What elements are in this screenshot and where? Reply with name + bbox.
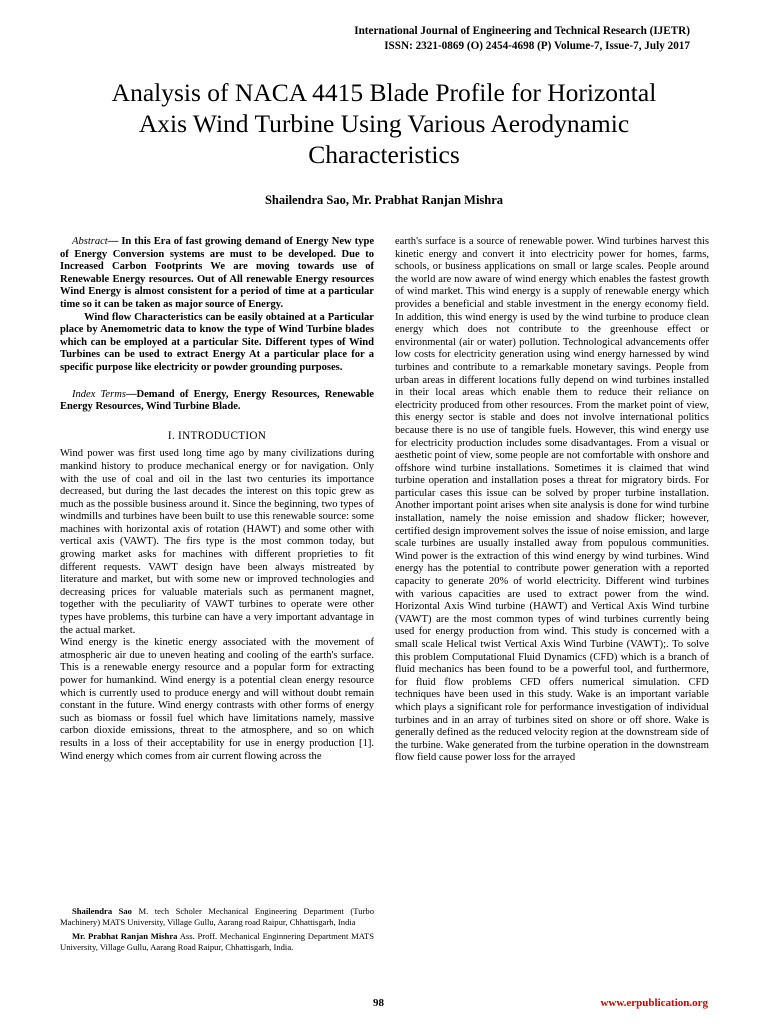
footnote-author: Mr. Prabhat Ranjan Mishra: [72, 931, 178, 942]
abstract-text: — In this Era of fast growing demand of Energy New type of Energy Conversion systems are must to be developed. Due to Increased Carbon Footprints We are moving towards use of Renewable Energy resources. Out of All renewable Energy resources Wind Energy is almost consistent for a period of time at a particular time so it can be taken as major source of Energy.: [60, 236, 374, 310]
journal-issn: ISSN: 2321-0869 (O) 2454-4698 (P) Volume-7, Issue-7, July 2017: [384, 40, 690, 52]
publisher-url[interactable]: www.erpublication.org: [600, 997, 708, 1009]
section-heading: I. INTRODUCTION: [167, 429, 267, 442]
index-terms-lead: Index Terms: [72, 388, 126, 400]
journal-header: [354, 24, 690, 54]
abstract-lead: Abstract: [72, 236, 108, 247]
body-paragraph: earth's surface is a source of renewable power. Wind turbines harvest this kinetic energy and convert it into electricity power for homes, farms, schools, or business applications on small or large scales. People around the world are now aware of wind energy which enables the fastest growth of wind market. This wind energy is a supply of renewable energy which provides a beneficial and stable investment in the energy economy field. In addition, this wind energy is used by the wind turbine to produce clean energy which does not contribute to the greenhouse effect or environmental (air or water) pollution. Technological advancements offer low costs for electricity generation using wind energy harnessed by wind turbines and contribute to a remarkable monetary savings. People from urban areas in different locations fully depend on wind turbines installed in their local areas which enable them to reduce their reliance on electricity produced from other resources. From the market point of view, this energy sector is stable and does not involve international politics because there is no use of tangible fuels. However, this wind energy use for electricity production includes some disadvantages. From a visual or aesthetic point of view, some people are not comfortable with onshore and offshore wind turbine installations. Sometimes it is claimed that wind turbine operation and installation poses a threat for migratory birds. For particular cases this issue can be solved by proper turbine installation. Another important point arises when site analysis is done for wind turbine installation, namely the noise emission and shadow flicker; however, certified design improvement solves the issue of noise emission, and large scale turbines are usually installed away from populous communities. Wind power is the extraction of this wind energy by wind turbines. Wind energy has the potential to contribute power generation with a reported capacity to generate 20% of world electricity. Different wind turbines with various capacities are used to extract power from the wind. Horizontal Axis Wind turbine (HAWT) and Vertical Axis Wind turbine (VAWT) are the most common types of wind turbines currently being used for energy production from wind. This study is concerned with a small scale Helical twist Vertical Axis Wind Turbine (VAWT);. To solve this problem Computational Fluid Dynamics (CFD) which is a branch of fluid mechanics has been found to be a powerful tool, and furthermore, for fluid flow problems CFD offers numerical simulation. CFD techniques have been used in this study. Wake is an important variable which plays a significant role for performance investigation of individual turbines and in an array of turbines sited on shore or off shore. Wake is generally defined as the reduced velocity region at the downstream side of the turbine. Wake generated from the turbine operation in the downstream flow field cause power loss for the arrayed: [395, 236, 709, 764]
author-footnotes: [60, 906, 374, 956]
left-column: [60, 236, 374, 763]
footnote-author: Shailendra Sao: [72, 906, 132, 916]
abstract: [60, 236, 374, 312]
title-line: Characteristics: [308, 140, 460, 169]
footnote: [60, 931, 374, 952]
journal-name: International Journal of Engineering and Technical Research (IJETR): [354, 25, 690, 37]
index-terms: [60, 389, 374, 414]
right-column: [395, 236, 709, 765]
title-line: Analysis of NACA 4415 Blade Profile for Horizontal: [111, 78, 657, 107]
paper-title: [60, 77, 708, 170]
page-number: 98: [373, 997, 384, 1009]
footnote-text: Ass. Proff. Mechanical Enginnering Department MATS University, Village Gullu, Aarang Road Raipur, Chhattisgarh, India.: [60, 931, 374, 952]
authors: Shailendra Sao, Mr. Prabhat Ranjan Mishra: [264, 193, 504, 207]
footnote-text: M. tech Scholer Mechanical Engineering Department (Turbo Machinery) MATS University, Village Gullu, Aarang road Raipur, Chhattisgarh, India: [60, 906, 374, 927]
title-line: Axis Wind Turbine Using Various Aerodynamic: [138, 109, 630, 138]
index-terms-text: —Demand of Energy, Energy Resources, Renewable Energy Resources, Wind Turbine Blade.: [60, 388, 374, 413]
body-paragraph: Wind energy is the kinetic energy associated with the movement of atmospheric air due to uneven heating and cooling of the earth's surface. This is a renewable energy resource and a popular form for extracting power for humankind. Wind energy is a potential clean energy resource which is currently used to produce energy and will without doubt remain constant in the future. Wind energy contrasts with other forms of energy such as biomass or fossil fuel which have limitations namely, massive carbon dioxide emissions, threat to the atmosphere, and so on which results in a loss of their acceptability for use in energy production [1]. Wind energy which comes from air current flowing across the: [60, 637, 374, 762]
footnote: [60, 906, 374, 927]
abstract-para-2: Wind flow Characteristics can be easily obtained at a Particular place by Anemometric data to know the type of Wind Turbine blades which can be employed at a particular Site. Different types of Wind Turbines can be used to extract Energy At a particular place for a specific purpose like electricity or powder grounding purposes.: [60, 311, 374, 373]
body-paragraph: Wind power was first used long time ago by many civilizations during mankind history to produce mechanical energy or for navigation. Only with the use of coal and oil in the last two centuries its importance decreased, but during the last decades the interest on this topic grew as much as the possible business around it. Since the beginning, two types of windmills and turbines have been built to use this renewable source: some machines with horizontal axis of rotation (HAWT) and some other with vertical axis (VAWT). The firs type is the most common today, but growing market asks for machines with different proprieties to fit different requests. VAWT design have been always mistreated by literature and market, but with some new or improved technologies and decreasing prices for valuable materials such as permanent magnet, together with the peculiarity of VAWT turbines to operate were other types have problems, this turbine can have a very important advantage in the actual market.: [60, 448, 374, 636]
